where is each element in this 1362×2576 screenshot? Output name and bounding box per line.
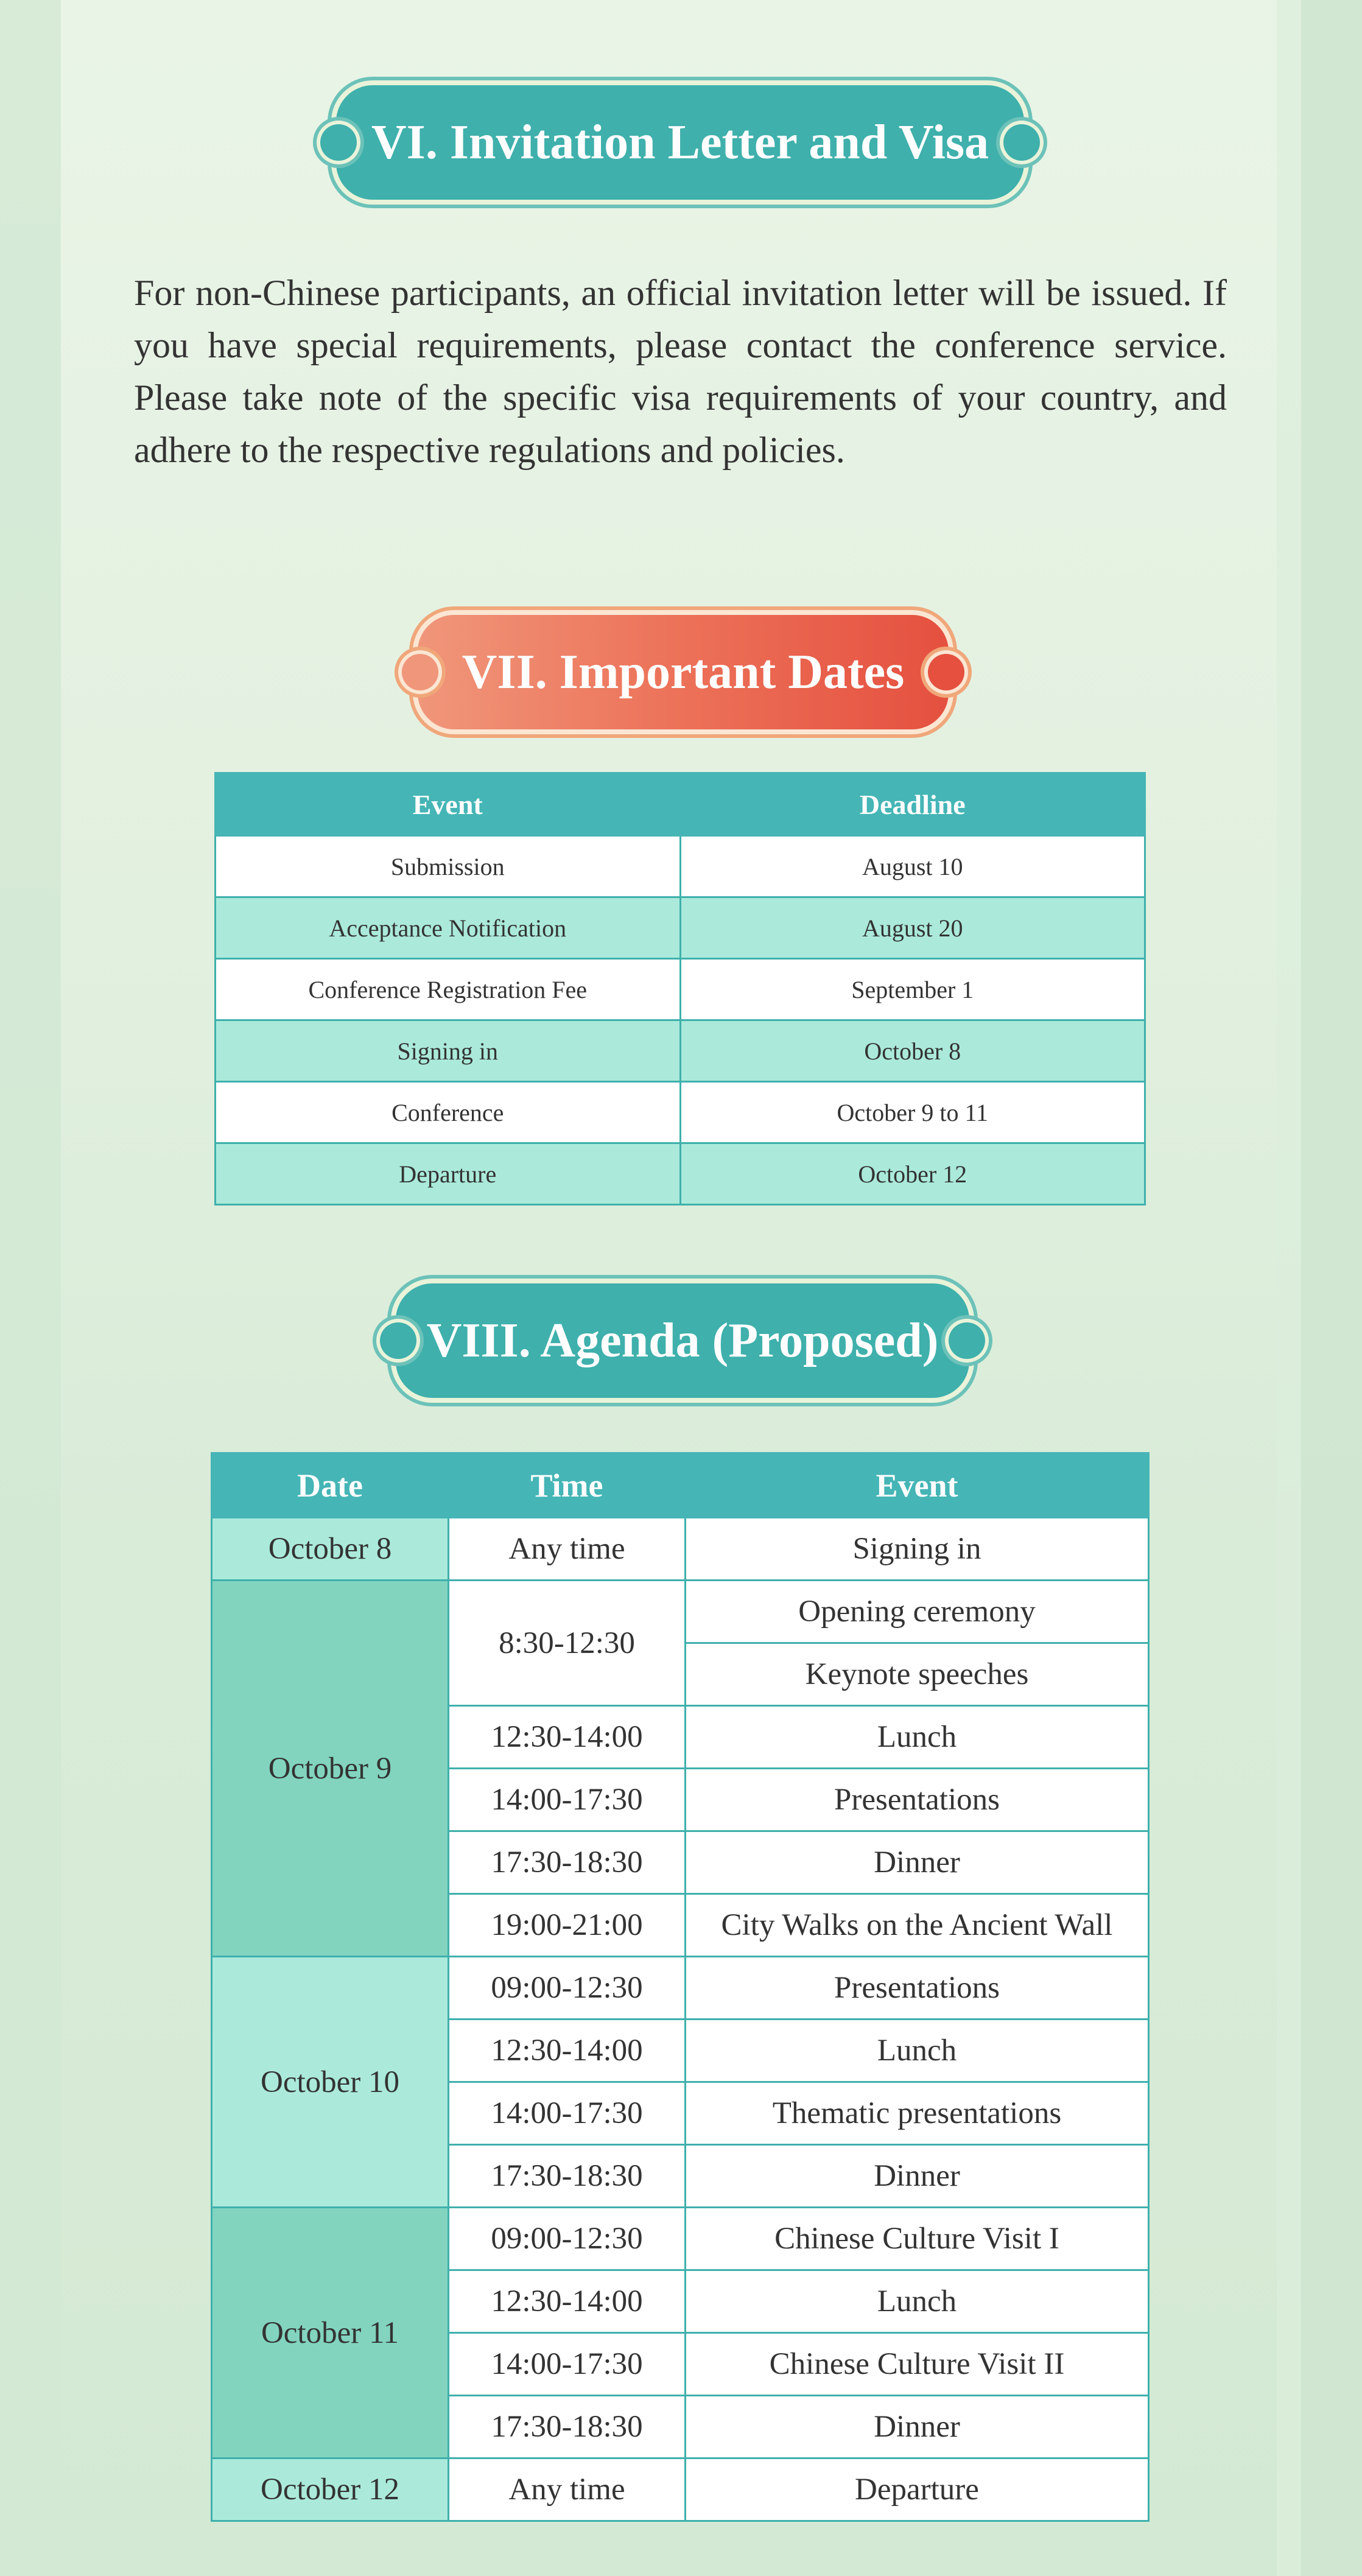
time-cell: Any time [449,1518,686,1581]
right-border-band [1301,0,1362,2576]
event-cell: Chinese Culture Visit II [686,2333,1149,2396]
event-cell: Chinese Culture Visit I [686,2208,1149,2270]
table-row [212,1957,1149,2020]
time-cell: 09:00-12:30 [449,2208,686,2270]
deadline-cell: August 10 [680,836,1145,897]
time-cell: 17:30-18:30 [449,1831,686,1894]
event-cell: Signing in [686,1518,1149,1581]
deadline-cell: August 20 [680,897,1145,959]
section-7-title: VII. Important Dates [462,645,905,699]
time-cell: 12:30-14:00 [449,2020,686,2082]
column-header-deadline: Deadline [680,773,1145,836]
deadline-cell: October 8 [680,1020,1145,1082]
event-cell: Conference [216,1082,681,1143]
left-border-band [0,0,61,2576]
column-header-date: Date [212,1453,449,1518]
deadline-cell: October 12 [680,1143,1145,1205]
section-6-title: VI. Invitation Letter and Visa [371,115,989,169]
section-8-title: VIII. Agenda (Proposed) [426,1313,939,1367]
time-cell: 14:00-17:30 [449,2333,686,2396]
event-cell: Submission [216,836,681,897]
table-row [216,1143,1145,1205]
table-row [216,897,1145,959]
event-cell: Acceptance Notification [216,897,681,959]
event-cell: Lunch [686,2270,1149,2333]
event-cell: Opening ceremony [686,1581,1149,1643]
table-row [212,2208,1149,2270]
table-row [216,1020,1145,1082]
date-cell: October 11 [212,2208,449,2458]
column-header-event: Event [216,773,681,836]
event-cell: Dinner [686,2396,1149,2458]
time-cell: 14:00-17:30 [449,1769,686,1831]
table-row [212,1518,1149,1581]
time-cell: 8:30-12:30 [449,1581,686,1706]
important-dates-table [214,772,1146,1206]
time-cell: 14:00-17:30 [449,2082,686,2145]
table-row [212,2458,1149,2521]
time-cell: 09:00-12:30 [449,1957,686,2020]
event-cell: Thematic presentations [686,2082,1149,2145]
agenda-table [211,1452,1150,2522]
section-6-banner [336,85,1024,200]
table-row [216,836,1145,897]
table-row [216,1082,1145,1143]
section-7-banner [418,615,949,729]
date-cell: October 9 [212,1581,449,1957]
deadline-cell: October 9 to 11 [680,1082,1145,1143]
time-cell: 12:30-14:00 [449,2270,686,2333]
event-cell: Lunch [686,1706,1149,1769]
section-8-banner [396,1283,969,1398]
date-cell: October 10 [212,1957,449,2208]
time-cell: 19:00-21:00 [449,1894,686,1957]
event-cell: Presentations [686,1957,1149,2020]
event-cell: Departure [216,1143,681,1205]
event-cell: Presentations [686,1769,1149,1831]
event-cell: Lunch [686,2020,1149,2082]
date-cell: October 12 [212,2458,449,2521]
table-row [216,959,1145,1020]
table-row [212,1581,1149,1643]
time-cell: 17:30-18:30 [449,2396,686,2458]
invitation-visa-paragraph: For non-Chinese participants, an official invitation letter will be issued. If you have special requirements, please contact the conference service. Please take note of the specific visa requirements of your country, and adhere to the respective regulations and policies. [134,273,1227,470]
event-cell: Keynote speeches [686,1643,1149,1706]
right-border-band-inner [1277,0,1301,2576]
column-header-time: Time [449,1453,686,1518]
time-cell: Any time [449,2458,686,2521]
event-cell: Conference Registration Fee [216,959,681,1020]
deadline-cell: September 1 [680,959,1145,1020]
date-cell: October 8 [212,1518,449,1581]
event-cell: Dinner [686,2145,1149,2208]
event-cell: Dinner [686,1831,1149,1894]
column-header-event: Event [686,1453,1149,1518]
event-cell: Departure [686,2458,1149,2521]
time-cell: 17:30-18:30 [449,2145,686,2208]
event-cell: City Walks on the Ancient Wall [686,1894,1149,1957]
event-cell: Signing in [216,1020,681,1082]
time-cell: 12:30-14:00 [449,1706,686,1769]
